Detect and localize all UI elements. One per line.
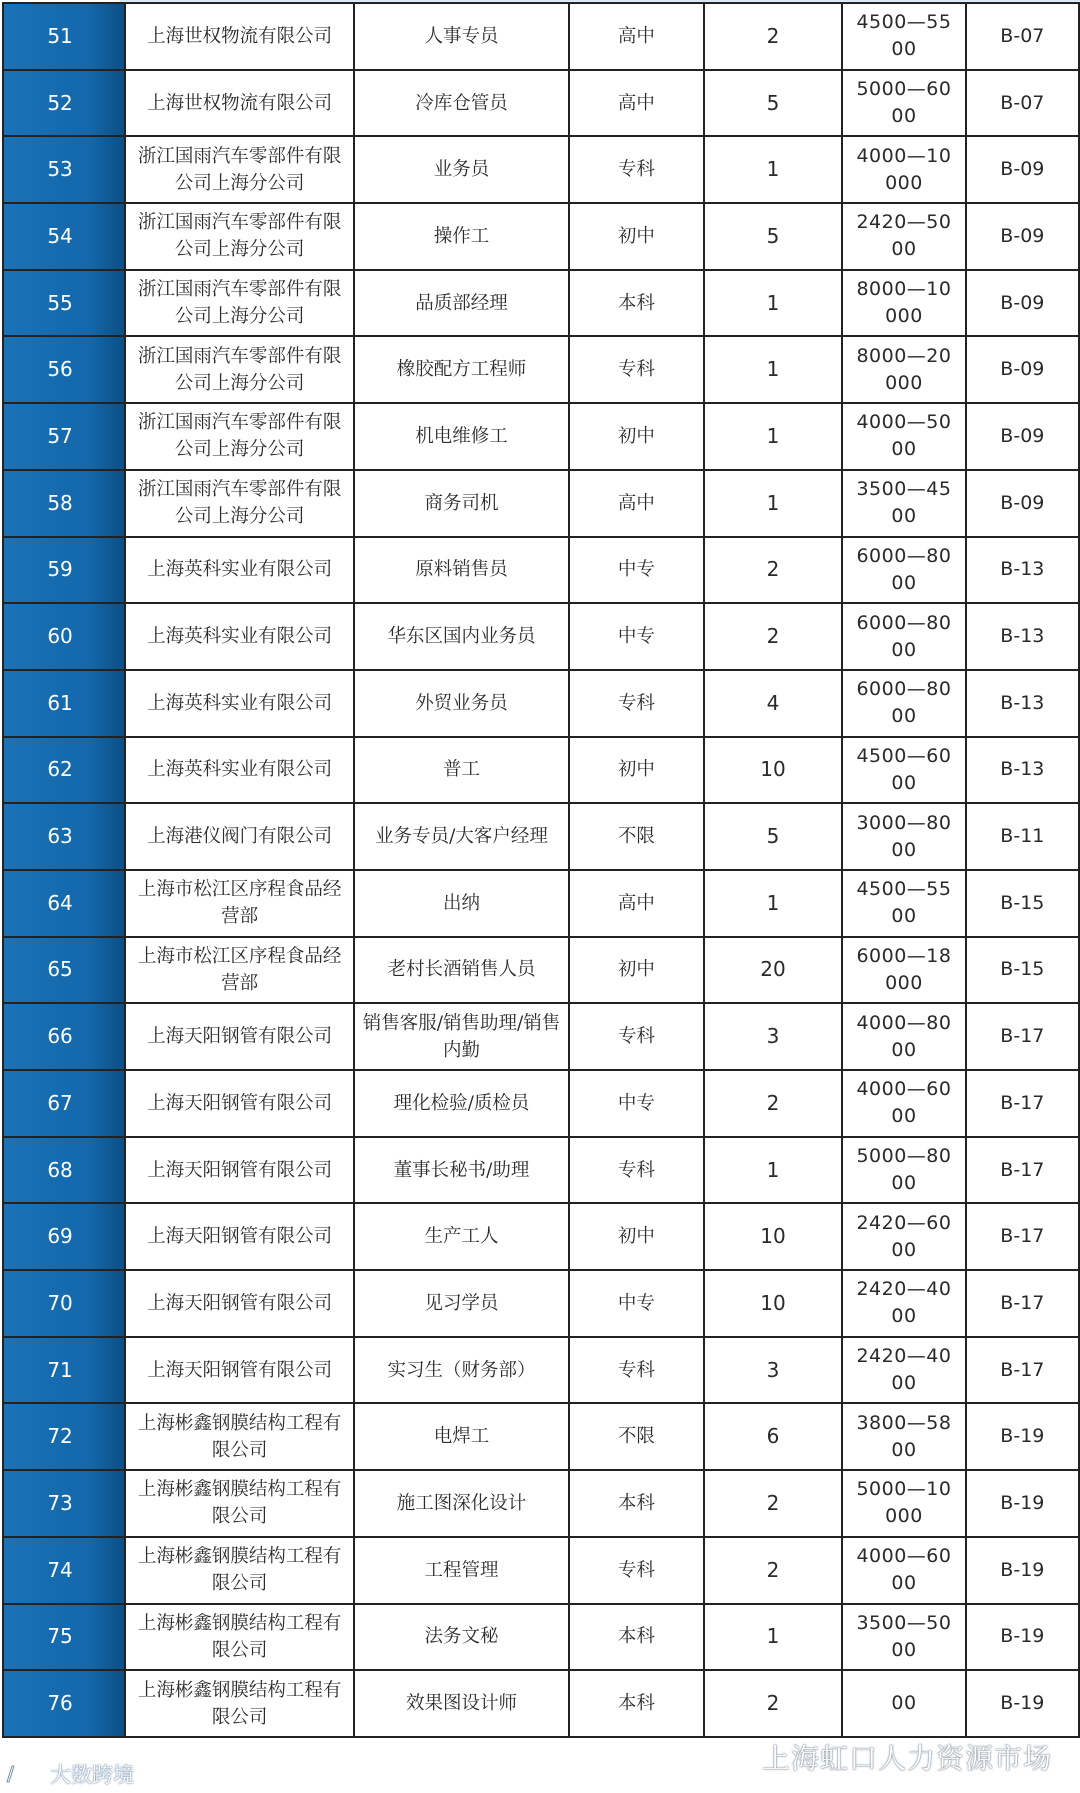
- row-number-cell: 55: [3, 270, 125, 337]
- position-cell: 见习学员: [354, 1270, 569, 1337]
- company-cell: 上海天阳钢管有限公司: [125, 1270, 354, 1337]
- salary-range: 2420—5000: [856, 211, 952, 261]
- position-cell: 生产工人: [354, 1203, 569, 1270]
- salary-cell: [842, 937, 965, 1004]
- booth-cell: B-07: [966, 70, 1079, 137]
- row-number-cell: 72: [3, 1403, 125, 1470]
- table-row: [3, 1070, 1079, 1137]
- row-number-cell: 57: [3, 403, 125, 470]
- company-cell: 浙江国雨汽车零部件有限公司上海分公司: [125, 470, 354, 537]
- company-cell: 上海英科实业有限公司: [125, 737, 354, 804]
- education-cell: 专科: [569, 1337, 704, 1404]
- row-number-cell: 64: [3, 870, 125, 937]
- salary-cell: [842, 1003, 965, 1070]
- position-cell: 实习生（财务部）: [354, 1337, 569, 1404]
- salary-cell: [842, 1203, 965, 1270]
- headcount-cell: 10: [704, 1203, 843, 1270]
- position-cell: 法务文秘: [354, 1604, 569, 1671]
- salary-cell: [842, 1337, 965, 1404]
- watermark-right: [716, 1739, 1052, 1775]
- headcount-cell: 6: [704, 1403, 843, 1470]
- table-row: [3, 1337, 1079, 1404]
- table-row: [3, 1670, 1079, 1737]
- headcount-cell: 2: [704, 1537, 843, 1604]
- salary-cell: [842, 1537, 965, 1604]
- row-number-cell: 70: [3, 1270, 125, 1337]
- table-row: [3, 803, 1079, 870]
- salary-range: 6000—18000: [856, 944, 952, 994]
- company-cell: 上海天阳钢管有限公司: [125, 1337, 354, 1404]
- education-cell: 高中: [569, 470, 704, 537]
- headcount-cell: 1: [704, 270, 843, 337]
- salary-cell: [842, 1670, 965, 1737]
- salary-range: 6000—8000: [856, 544, 952, 594]
- headcount-cell: 1: [704, 1604, 843, 1671]
- position-cell: 施工图深化设计: [354, 1470, 569, 1537]
- salary-range: 4500—5500: [856, 11, 952, 61]
- salary-range: 5000—10000: [856, 1478, 952, 1528]
- salary-range: 6000—8000: [856, 678, 952, 728]
- education-cell: 专科: [569, 136, 704, 203]
- booth-cell: B-15: [966, 870, 1079, 937]
- brand-logo-icon: [4, 1762, 44, 1786]
- salary-cell: [842, 203, 965, 270]
- salary-range: 2420—6000: [856, 1211, 952, 1261]
- table-row: [3, 336, 1079, 403]
- table-row: [3, 937, 1079, 1004]
- headcount-cell: 5: [704, 803, 843, 870]
- salary-range: 4000—6000: [856, 1078, 952, 1128]
- table-row: [3, 537, 1079, 604]
- headcount-cell: 1: [704, 1137, 843, 1204]
- job-table: [2, 2, 1080, 1738]
- company-cell: 上海天阳钢管有限公司: [125, 1203, 354, 1270]
- education-cell: 中专: [569, 603, 704, 670]
- table-row: [3, 70, 1079, 137]
- position-cell: 华东区国内业务员: [354, 603, 569, 670]
- position-cell: 普工: [354, 737, 569, 804]
- education-cell: 专科: [569, 1537, 704, 1604]
- salary-range: 00: [891, 1692, 917, 1715]
- booth-cell: B-19: [966, 1470, 1079, 1537]
- salary-range: 5000—6000: [856, 78, 952, 128]
- headcount-cell: 1: [704, 336, 843, 403]
- watermark-left-text: 大数跨境: [50, 1763, 134, 1787]
- salary-cell: [842, 537, 965, 604]
- row-number-cell: 61: [3, 670, 125, 737]
- salary-range: 4500—5500: [856, 878, 952, 928]
- company-cell: 上海市松江区序程食品经营部: [125, 937, 354, 1004]
- company-cell: 浙江国雨汽车零部件有限公司上海分公司: [125, 403, 354, 470]
- booth-cell: B-07: [966, 3, 1079, 70]
- salary-cell: [842, 336, 965, 403]
- education-cell: 高中: [569, 870, 704, 937]
- salary-cell: [842, 1604, 965, 1671]
- position-cell: 外贸业务员: [354, 670, 569, 737]
- education-cell: 专科: [569, 1003, 704, 1070]
- row-number-cell: 71: [3, 1337, 125, 1404]
- row-number-cell: 73: [3, 1470, 125, 1537]
- salary-cell: [842, 1470, 965, 1537]
- position-cell: 老村长酒销售人员: [354, 937, 569, 1004]
- position-cell: 销售客服/销售助理/销售内勤: [354, 1003, 569, 1070]
- position-cell: 品质部经理: [354, 270, 569, 337]
- company-cell: 上海彬鑫钢膜结构工程有限公司: [125, 1470, 354, 1537]
- headcount-cell: 3: [704, 1003, 843, 1070]
- education-cell: 本科: [569, 1604, 704, 1671]
- company-cell: 上海市松江区序程食品经营部: [125, 870, 354, 937]
- company-cell: 浙江国雨汽车零部件有限公司上海分公司: [125, 203, 354, 270]
- table-row: [3, 1403, 1079, 1470]
- education-cell: 初中: [569, 1203, 704, 1270]
- position-cell: 机电维修工: [354, 403, 569, 470]
- position-cell: 业务员: [354, 136, 569, 203]
- headcount-cell: 20: [704, 937, 843, 1004]
- education-cell: 本科: [569, 1670, 704, 1737]
- booth-cell: B-17: [966, 1137, 1079, 1204]
- booth-cell: B-19: [966, 1537, 1079, 1604]
- education-cell: 初中: [569, 203, 704, 270]
- company-cell: 上海彬鑫钢膜结构工程有限公司: [125, 1537, 354, 1604]
- booth-cell: B-09: [966, 203, 1079, 270]
- row-number-cell: 75: [3, 1604, 125, 1671]
- education-cell: 本科: [569, 1470, 704, 1537]
- position-cell: 电焊工: [354, 1403, 569, 1470]
- row-number-cell: 69: [3, 1203, 125, 1270]
- company-cell: 上海彬鑫钢膜结构工程有限公司: [125, 1403, 354, 1470]
- headcount-cell: 2: [704, 1470, 843, 1537]
- company-cell: 上海彬鑫钢膜结构工程有限公司: [125, 1604, 354, 1671]
- headcount-cell: 1: [704, 870, 843, 937]
- salary-cell: [842, 470, 965, 537]
- salary-range: 4000—8000: [856, 1011, 952, 1061]
- education-cell: 专科: [569, 1137, 704, 1204]
- salary-cell: [842, 670, 965, 737]
- table-row: [3, 870, 1079, 937]
- education-cell: 不限: [569, 803, 704, 870]
- salary-range: 4000—10000: [856, 144, 952, 194]
- position-cell: 效果图设计师: [354, 1670, 569, 1737]
- booth-cell: B-13: [966, 603, 1079, 670]
- table-row: [3, 136, 1079, 203]
- booth-cell: B-13: [966, 537, 1079, 604]
- company-cell: 上海天阳钢管有限公司: [125, 1137, 354, 1204]
- company-cell: 上海英科实业有限公司: [125, 670, 354, 737]
- position-cell: 原料销售员: [354, 537, 569, 604]
- position-cell: 操作工: [354, 203, 569, 270]
- company-cell: 上海英科实业有限公司: [125, 537, 354, 604]
- chat-bubble-icon: [716, 1740, 754, 1774]
- company-cell: 浙江国雨汽车零部件有限公司上海分公司: [125, 270, 354, 337]
- table-row: [3, 1003, 1079, 1070]
- position-cell: 人事专员: [354, 3, 569, 70]
- table-row: [3, 737, 1079, 804]
- row-number-cell: 51: [3, 3, 125, 70]
- position-cell: 工程管理: [354, 1537, 569, 1604]
- booth-cell: B-13: [966, 670, 1079, 737]
- company-cell: 浙江国雨汽车零部件有限公司上海分公司: [125, 136, 354, 203]
- company-cell: 浙江国雨汽车零部件有限公司上海分公司: [125, 336, 354, 403]
- company-cell: 上海英科实业有限公司: [125, 603, 354, 670]
- booth-cell: B-09: [966, 403, 1079, 470]
- row-number-cell: 74: [3, 1537, 125, 1604]
- booth-cell: B-17: [966, 1337, 1079, 1404]
- headcount-cell: 2: [704, 1070, 843, 1137]
- company-cell: 上海港仪阀门有限公司: [125, 803, 354, 870]
- salary-range: 4500—6000: [856, 744, 952, 794]
- booth-cell: B-19: [966, 1403, 1079, 1470]
- salary-cell: [842, 403, 965, 470]
- salary-range: 3000—8000: [856, 811, 952, 861]
- booth-cell: B-11: [966, 803, 1079, 870]
- salary-cell: [842, 136, 965, 203]
- salary-cell: [842, 803, 965, 870]
- education-cell: 高中: [569, 70, 704, 137]
- salary-range: 8000—10000: [856, 278, 952, 328]
- table-row: [3, 1470, 1079, 1537]
- row-number-cell: 76: [3, 1670, 125, 1737]
- headcount-cell: 2: [704, 1670, 843, 1737]
- salary-range: 8000—20000: [856, 344, 952, 394]
- job-table-body: [3, 3, 1079, 1737]
- headcount-cell: 3: [704, 1337, 843, 1404]
- row-number-cell: 63: [3, 803, 125, 870]
- education-cell: 不限: [569, 1403, 704, 1470]
- table-row: [3, 203, 1079, 270]
- salary-cell: [842, 3, 965, 70]
- table-row: [3, 670, 1079, 737]
- row-number-cell: 68: [3, 1137, 125, 1204]
- row-number-cell: 58: [3, 470, 125, 537]
- headcount-cell: 4: [704, 670, 843, 737]
- booth-cell: B-19: [966, 1670, 1079, 1737]
- row-number-cell: 67: [3, 1070, 125, 1137]
- row-number-cell: 52: [3, 70, 125, 137]
- booth-cell: B-09: [966, 470, 1079, 537]
- booth-cell: B-17: [966, 1003, 1079, 1070]
- salary-cell: [842, 1270, 965, 1337]
- education-cell: 高中: [569, 3, 704, 70]
- booth-cell: B-19: [966, 1604, 1079, 1671]
- salary-range: 2420—4000: [856, 1278, 952, 1328]
- table-row: [3, 603, 1079, 670]
- salary-range: 6000—8000: [856, 611, 952, 661]
- salary-cell: [842, 70, 965, 137]
- table-row: [3, 270, 1079, 337]
- booth-cell: B-15: [966, 937, 1079, 1004]
- booth-cell: B-09: [966, 336, 1079, 403]
- headcount-cell: 1: [704, 470, 843, 537]
- watermark-right-text: 上海虹口人力资源市场: [761, 1742, 1052, 1775]
- table-row: [3, 470, 1079, 537]
- education-cell: 中专: [569, 1270, 704, 1337]
- company-cell: 上海世权物流有限公司: [125, 70, 354, 137]
- education-cell: 中专: [569, 537, 704, 604]
- booth-cell: B-09: [966, 270, 1079, 337]
- booth-cell: B-09: [966, 136, 1079, 203]
- position-cell: 理化检验/质检员: [354, 1070, 569, 1137]
- education-cell: 专科: [569, 336, 704, 403]
- table-row: [3, 1203, 1079, 1270]
- row-number-cell: 62: [3, 737, 125, 804]
- headcount-cell: 1: [704, 403, 843, 470]
- table-row: [3, 1537, 1079, 1604]
- table-row: [3, 1604, 1079, 1671]
- company-cell: 上海世权物流有限公司: [125, 3, 354, 70]
- salary-cell: [842, 1137, 965, 1204]
- table-row: [3, 403, 1079, 470]
- salary-range: 4000—5000: [856, 411, 952, 461]
- headcount-cell: 10: [704, 737, 843, 804]
- salary-range: 3500—4500: [856, 478, 952, 528]
- table-row: [3, 1137, 1079, 1204]
- row-number-cell: 65: [3, 937, 125, 1004]
- company-cell: 上海天阳钢管有限公司: [125, 1003, 354, 1070]
- table-row: [3, 1270, 1079, 1337]
- table-row: [3, 3, 1079, 70]
- position-cell: 业务专员/大客户经理: [354, 803, 569, 870]
- headcount-cell: 5: [704, 203, 843, 270]
- watermark-left: [4, 1759, 134, 1789]
- position-cell: 商务司机: [354, 470, 569, 537]
- headcount-cell: 2: [704, 603, 843, 670]
- education-cell: 初中: [569, 737, 704, 804]
- company-cell: 上海彬鑫钢膜结构工程有限公司: [125, 1670, 354, 1737]
- company-cell: 上海天阳钢管有限公司: [125, 1070, 354, 1137]
- booth-cell: B-17: [966, 1270, 1079, 1337]
- headcount-cell: 2: [704, 537, 843, 604]
- education-cell: 中专: [569, 1070, 704, 1137]
- education-cell: 专科: [569, 670, 704, 737]
- row-number-cell: 66: [3, 1003, 125, 1070]
- salary-range: 3800—5800: [856, 1411, 952, 1461]
- salary-cell: [842, 1070, 965, 1137]
- row-number-cell: 56: [3, 336, 125, 403]
- position-cell: 董事长秘书/助理: [354, 1137, 569, 1204]
- booth-cell: B-13: [966, 737, 1079, 804]
- headcount-cell: 1: [704, 136, 843, 203]
- headcount-cell: 5: [704, 70, 843, 137]
- row-number-cell: 60: [3, 603, 125, 670]
- salary-cell: [842, 1403, 965, 1470]
- position-cell: 橡胶配方工程师: [354, 336, 569, 403]
- education-cell: 本科: [569, 270, 704, 337]
- salary-cell: [842, 603, 965, 670]
- headcount-cell: 10: [704, 1270, 843, 1337]
- salary-cell: [842, 270, 965, 337]
- row-number-cell: 54: [3, 203, 125, 270]
- row-number-cell: 59: [3, 537, 125, 604]
- salary-range: 4000—6000: [856, 1545, 952, 1595]
- position-cell: 出纳: [354, 870, 569, 937]
- salary-range: 5000—8000: [856, 1145, 952, 1195]
- booth-cell: B-17: [966, 1203, 1079, 1270]
- salary-cell: [842, 737, 965, 804]
- education-cell: 初中: [569, 937, 704, 1004]
- headcount-cell: 2: [704, 3, 843, 70]
- row-number-cell: 53: [3, 136, 125, 203]
- booth-cell: B-17: [966, 1070, 1079, 1137]
- salary-range: 3500—5000: [856, 1611, 952, 1661]
- position-cell: 冷库仓管员: [354, 70, 569, 137]
- salary-cell: [842, 870, 965, 937]
- salary-range: 2420—4000: [856, 1345, 952, 1395]
- education-cell: 初中: [569, 403, 704, 470]
